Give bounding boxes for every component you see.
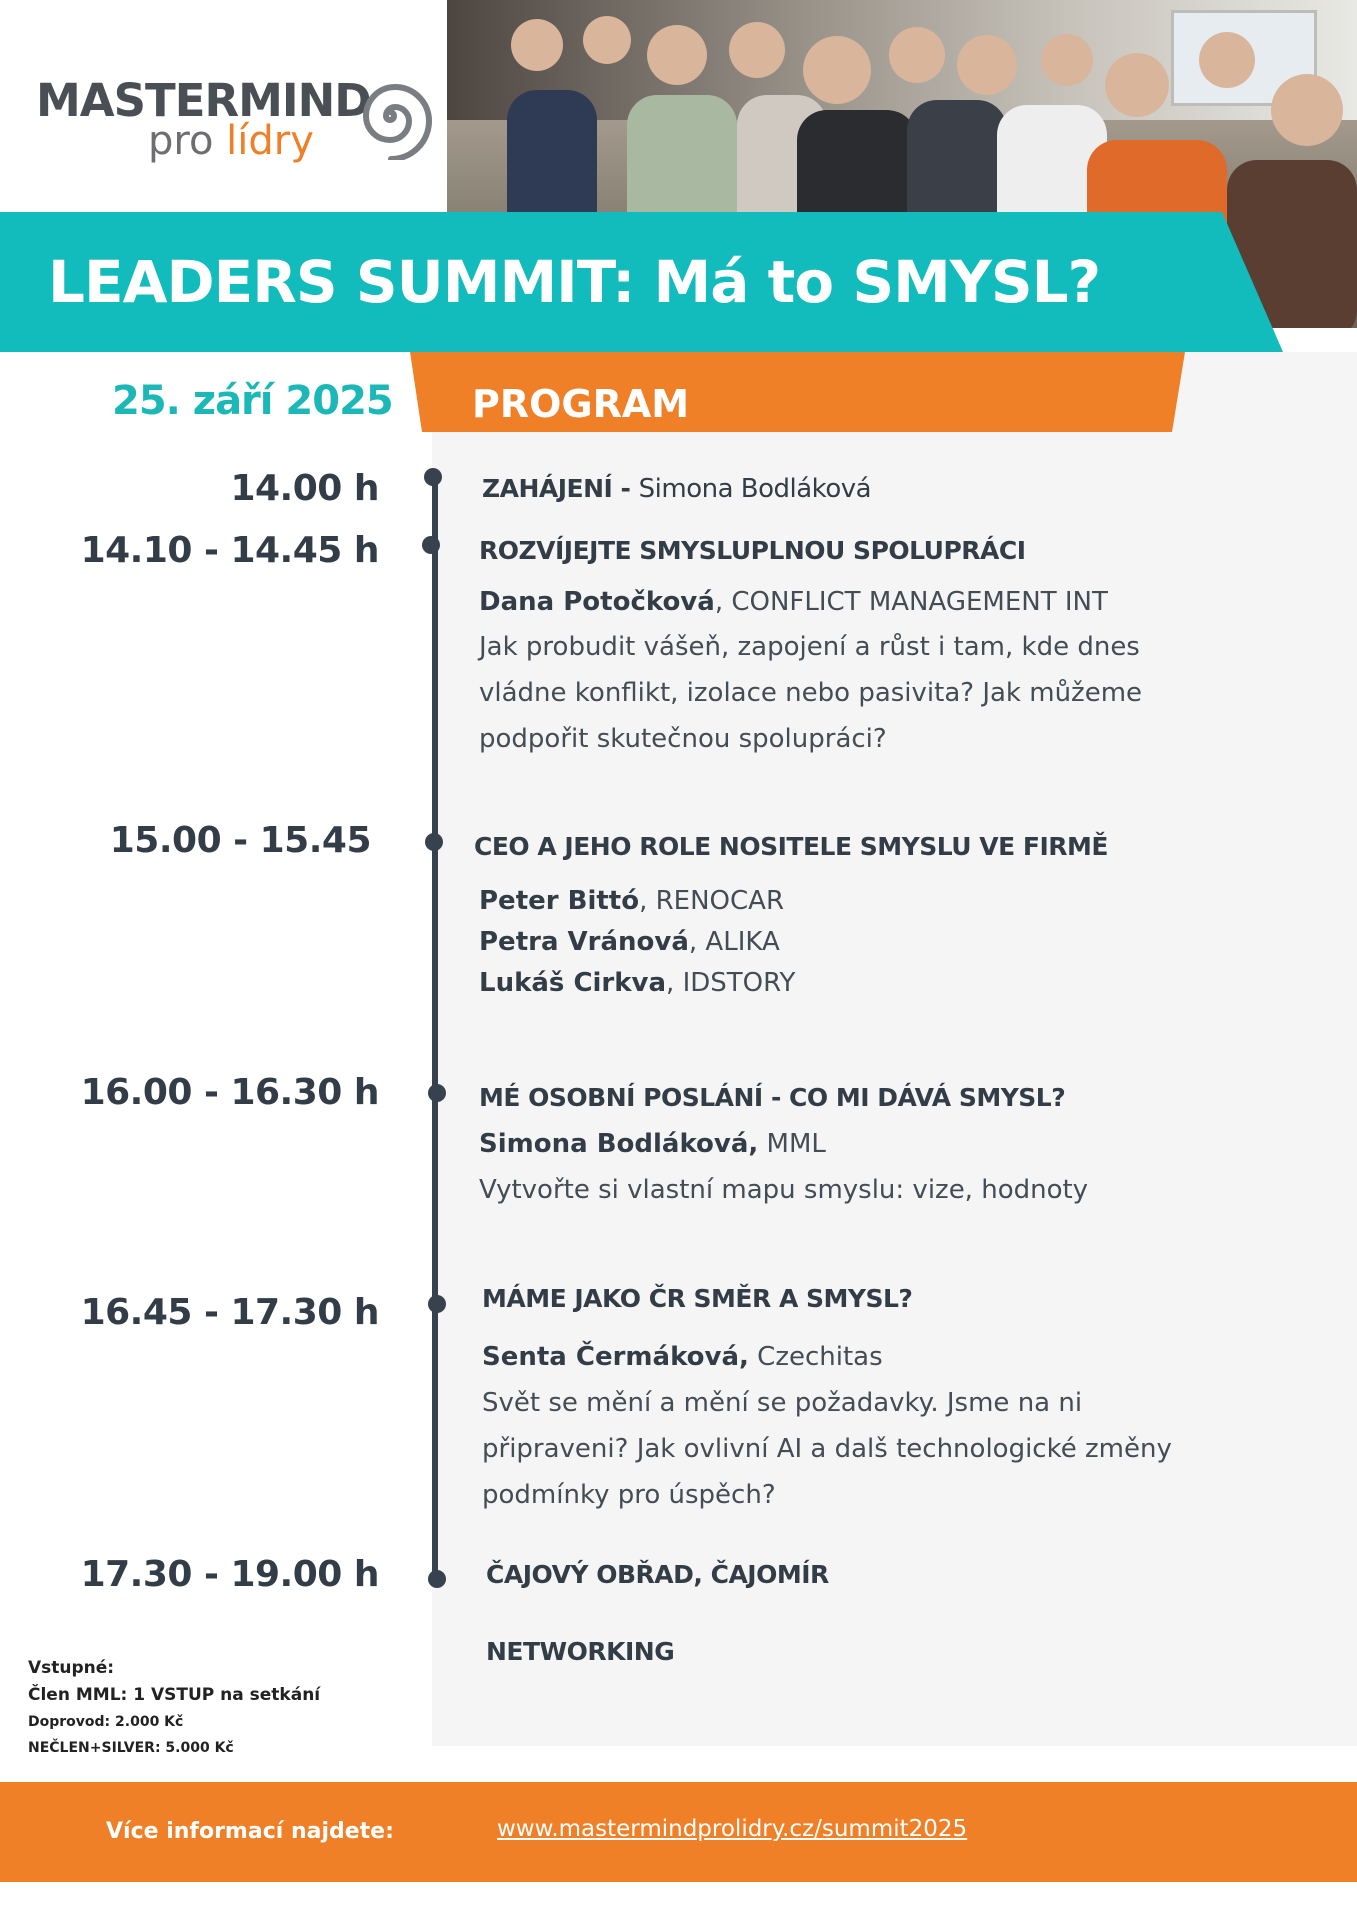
speaker-org: , CONFLICT MANAGEMENT INT	[714, 587, 1108, 617]
speaker-name: Dana Potočková	[479, 587, 715, 617]
speaker-line	[479, 587, 1108, 617]
agenda-title: ČAJOVÝ OBŘAD, ČAJOMÍR	[486, 1560, 829, 1589]
speaker-line	[479, 927, 780, 957]
agenda-time: 17.30 - 19.00 h	[80, 1554, 379, 1595]
timeline-dot	[428, 1295, 446, 1313]
description-line: podpořit skutečnou spolupráci?	[479, 724, 887, 754]
timeline-dot	[425, 833, 443, 851]
description-line: připraveni? Jak ovlivní AI a dalš technologické změny	[482, 1434, 1172, 1464]
speaker-org: Czechitas	[748, 1342, 883, 1372]
speaker-name: Petra Vránová	[479, 927, 689, 957]
timeline-dot	[424, 468, 442, 486]
event-date: 25. září 2025	[112, 378, 393, 424]
agenda-title: CEO A JEHO ROLE NOSITELE SMYSLU VE FIRMĚ	[474, 832, 1108, 861]
logo-wordmark: MASTERMIND	[36, 74, 371, 127]
speaker-line	[482, 1342, 883, 1372]
speaker-org: , IDSTORY	[666, 968, 796, 998]
program-heading: PROGRAM	[472, 382, 690, 426]
agenda-title-speaker: Simona Bodláková	[638, 474, 872, 504]
footer-label: Více informací najdete:	[106, 1819, 394, 1844]
description-line: Vytvořte si vlastní mapu smyslu: vize, hodnoty	[479, 1175, 1089, 1205]
agenda-title: NETWORKING	[486, 1637, 675, 1666]
agenda-title: ROZVÍJEJTE SMYSLUPLNOU SPOLUPRÁCI	[479, 536, 1026, 565]
agenda-title	[482, 474, 871, 504]
agenda-title-main: ZAHÁJENÍ -	[482, 474, 639, 503]
description-line: Jak probudit vášeň, zapojení a růst i tam, kde dnes	[479, 632, 1140, 662]
description-line: Svět se mění a mění se požadavky. Jsme na ni	[482, 1388, 1083, 1418]
fees-block	[28, 1655, 320, 1761]
speaker-org: , RENOCAR	[639, 886, 785, 916]
spiral-icon	[346, 72, 434, 160]
agenda-title: MÉ OSOBNÍ POSLÁNÍ - CO MI DÁVÁ SMYSL?	[479, 1083, 1066, 1112]
agenda-time: 16.45 - 17.30 h	[80, 1292, 379, 1333]
event-title: LEADERS SUMMIT: Má to SMYSL?	[48, 248, 1101, 316]
agenda-time: 14.00 h	[230, 468, 379, 509]
agenda-title: MÁME JAKO ČR SMĚR A SMYSL?	[482, 1284, 913, 1313]
description-line: vládne konflikt, izolace nebo pasivita? Jak můžeme	[479, 678, 1143, 708]
agenda-time: 16.00 - 16.30 h	[80, 1072, 379, 1113]
timeline-dot	[422, 536, 440, 554]
timeline-line	[432, 472, 438, 1580]
logo-subtitle	[148, 118, 314, 164]
speaker-line	[479, 886, 784, 916]
speaker-org: MML	[758, 1129, 826, 1159]
speaker-name: Lukáš Cirkva	[479, 968, 667, 998]
speaker-name: Simona Bodláková,	[479, 1129, 759, 1159]
fees-companion: Doprovod: 2.000 Kč	[28, 1714, 184, 1730]
description-line: podmínky pro úspěch?	[482, 1480, 776, 1510]
speaker-name: Senta Čermáková,	[482, 1342, 749, 1372]
footer-link[interactable]: www.mastermindprolidry.cz/summit2025	[497, 1816, 968, 1842]
speaker-line	[479, 968, 795, 998]
agenda-time: 15.00 - 15.45	[109, 820, 371, 861]
timeline-dot	[428, 1084, 446, 1102]
speaker-name: Peter Bittó	[479, 886, 640, 916]
logo-subtitle-a: pro	[148, 118, 227, 164]
agenda-time: 14.10 - 14.45 h	[80, 530, 379, 571]
fees-member: Člen MML: 1 VSTUP na setkání	[28, 1685, 321, 1705]
timeline-dot	[428, 1570, 446, 1588]
fees-nonmember: NEČLEN+SILVER: 5.000 Kč	[28, 1740, 234, 1756]
speaker-line	[479, 1129, 826, 1159]
fees-heading: Vstupné:	[28, 1658, 115, 1678]
speaker-org: , ALIKA	[688, 927, 780, 957]
logo-subtitle-b: lídry	[226, 118, 314, 164]
